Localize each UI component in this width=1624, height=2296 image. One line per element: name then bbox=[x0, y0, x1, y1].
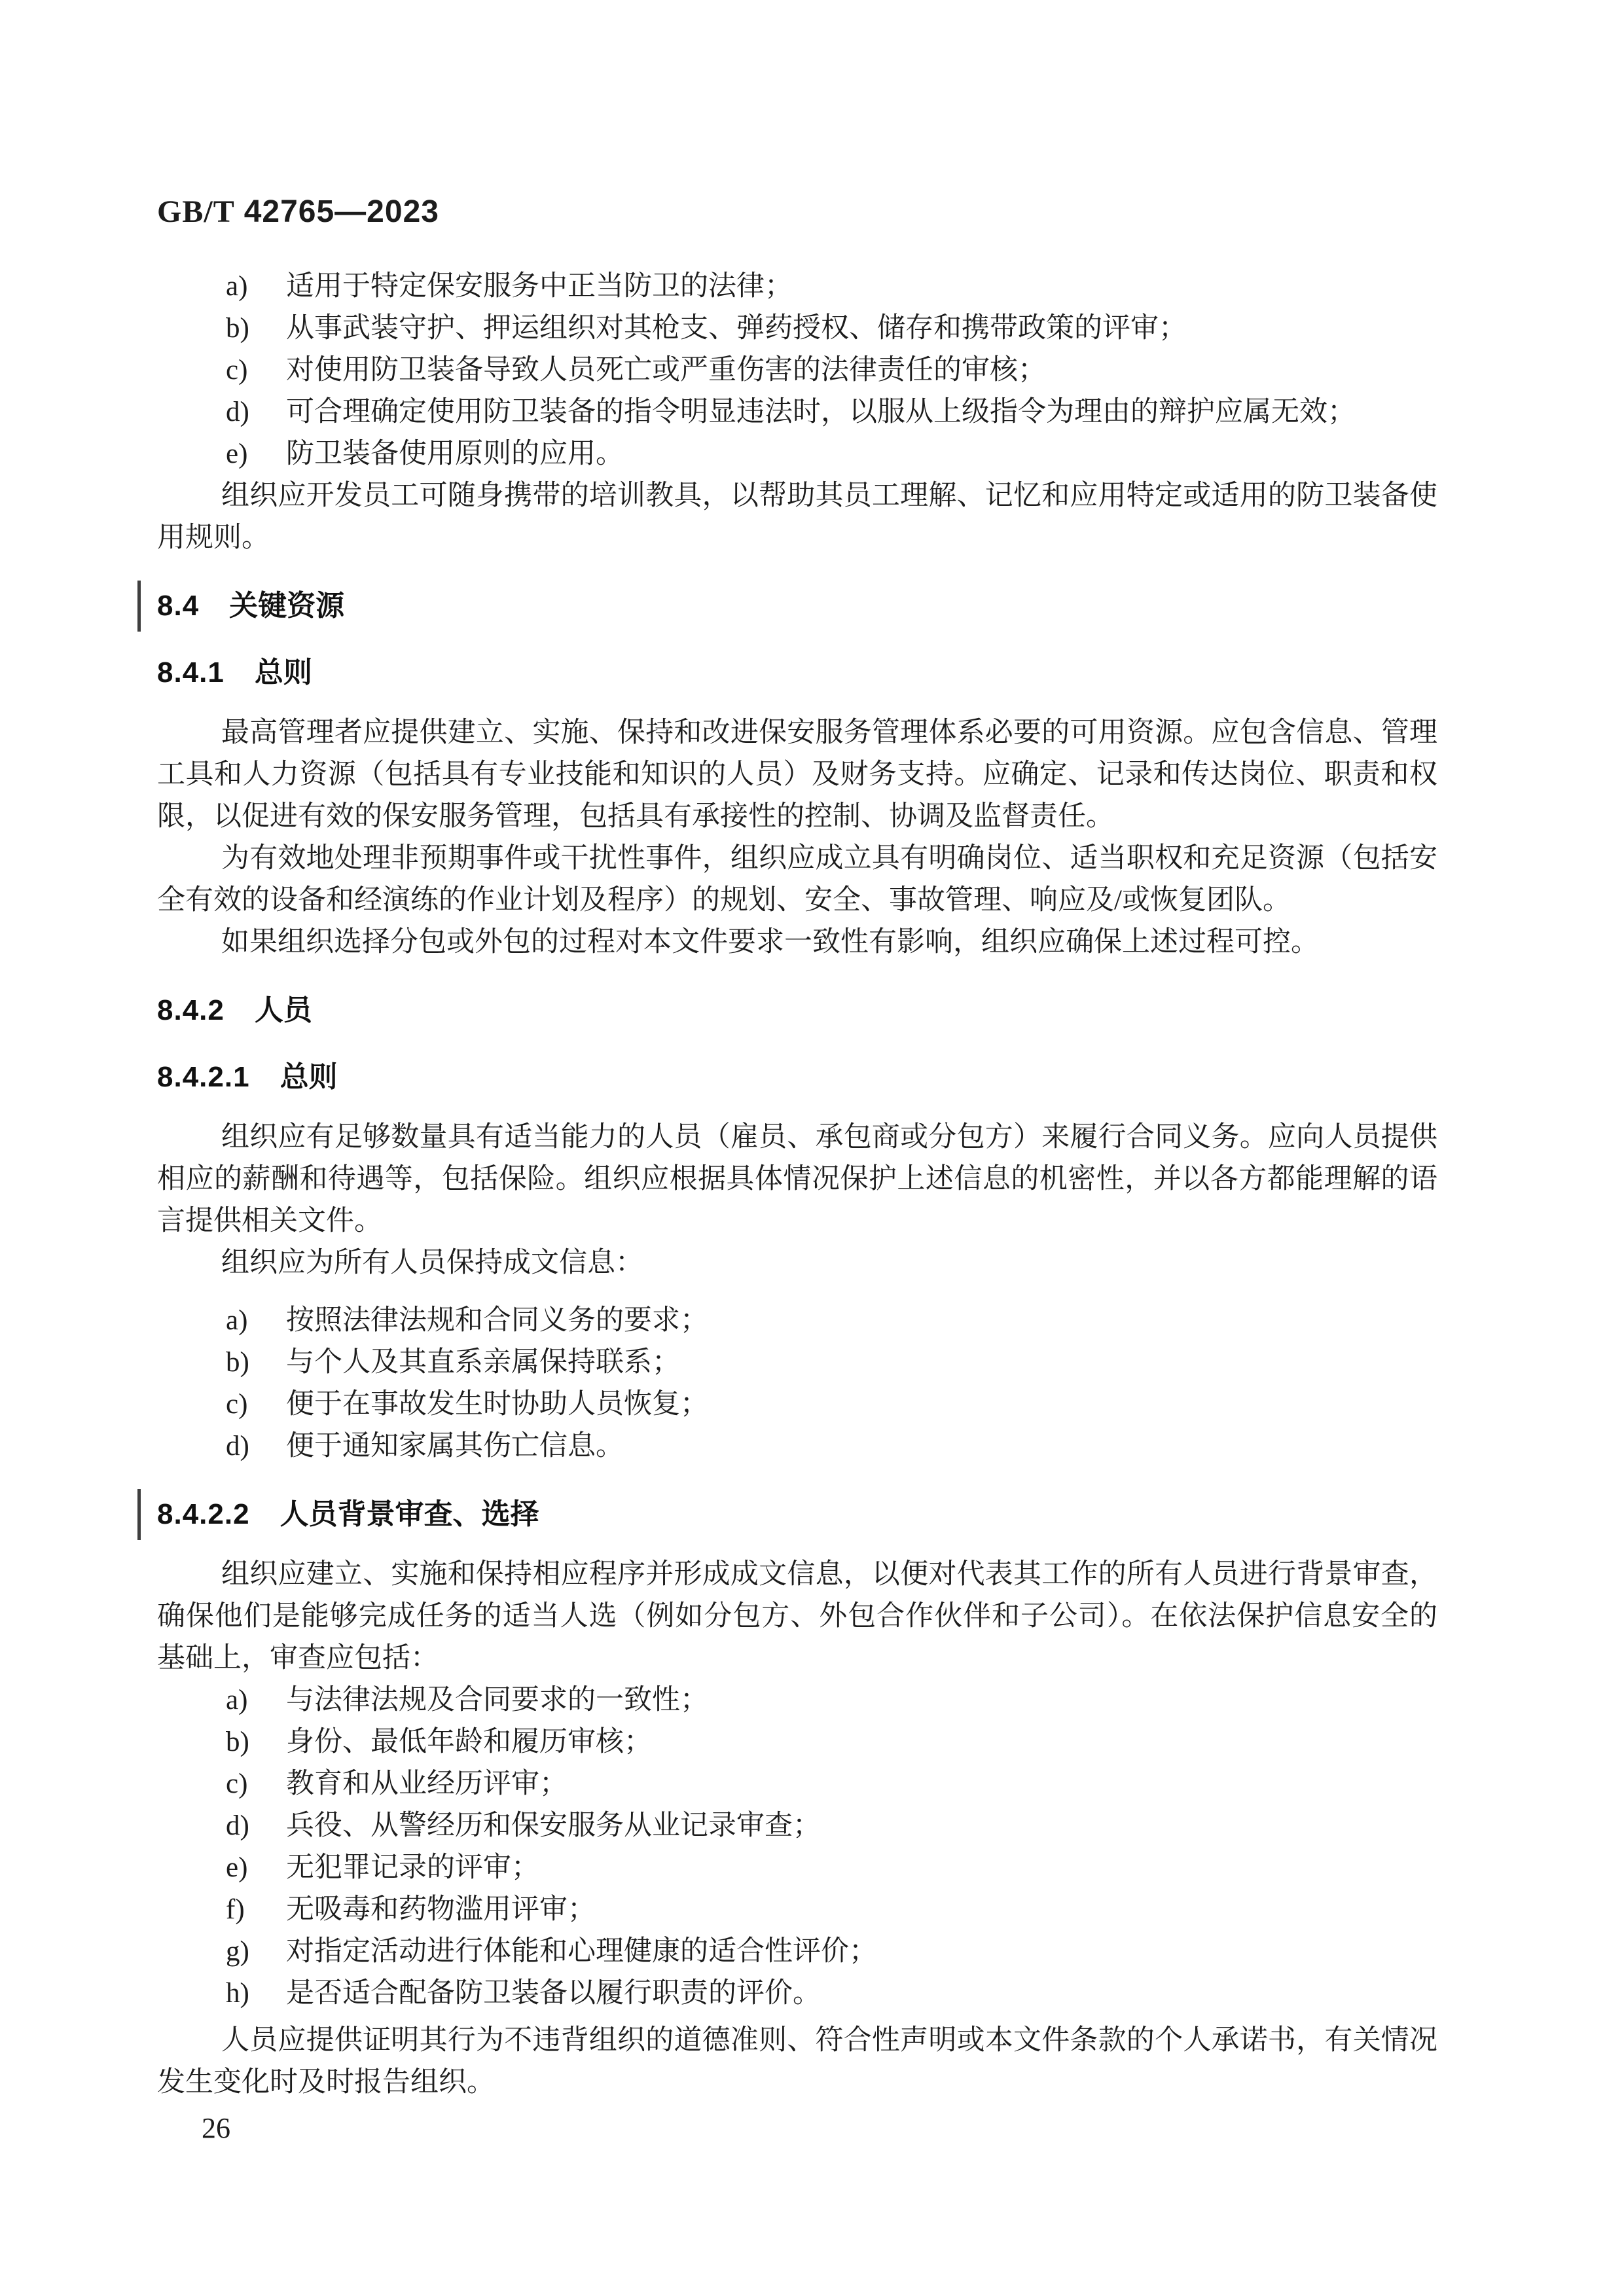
list-item-text: 对使用防卫装备导致人员死亡或严重伤害的法律责任的审核； bbox=[286, 355, 1046, 386]
list-item-label: d) bbox=[226, 397, 249, 427]
list-item-label: h) bbox=[226, 1978, 249, 2009]
list-item-text: 从事武装守护、押运组织对其枪支、弹药授权、储存和携带政策的评审； bbox=[286, 313, 1187, 344]
list-item bbox=[157, 1426, 1437, 1467]
list-item-label: b) bbox=[226, 1347, 249, 1378]
list-item bbox=[157, 1847, 1437, 1889]
heading-8-4-2-1 bbox=[157, 1056, 1437, 1098]
heading-title: 总则 bbox=[280, 1061, 338, 1093]
list-item-label: a) bbox=[226, 1685, 248, 1715]
lettered-list-screening-criteria bbox=[157, 1679, 1437, 2015]
heading-number: 8.4.2 bbox=[157, 994, 225, 1026]
list-item-text: 与个人及其直系亲属保持联系； bbox=[286, 1347, 680, 1378]
list-item bbox=[157, 1931, 1437, 1973]
standard-code-number: 42765—2023 bbox=[244, 194, 439, 229]
heading-8-4-1 bbox=[157, 652, 1437, 694]
paragraph-top-management-resources: 最高管理者应提供建立、实施、保持和改进保安服务管理体系必要的可用资源。应包含信息、管理工具和人力资源（包括具有专业技能和知识的人员）及财务支持。应确定、记录和传达岗位、职责和权限，以促进有效的保安服务管理，包括具有承接性的控制、协调及监督责任。 bbox=[157, 717, 1437, 832]
list-item-text: 可合理确定使用防卫装备的指令明显违法时，以服从上级指令为理由的辩护应属无效； bbox=[286, 397, 1356, 427]
list-item-label: e) bbox=[226, 1852, 248, 1883]
heading-title: 总则 bbox=[254, 656, 312, 689]
list-item bbox=[157, 1300, 1437, 1342]
list-item-text: 无吸毒和药物滥用评审； bbox=[286, 1894, 596, 1925]
standard-number-header bbox=[157, 195, 1437, 229]
page-number: 26 bbox=[202, 2112, 230, 2144]
list-item-label: g) bbox=[226, 1936, 249, 1967]
list-item bbox=[157, 266, 1437, 308]
list-item-label: d) bbox=[226, 1431, 249, 1462]
list-item bbox=[157, 1763, 1437, 1805]
heading-number: 8.4 bbox=[157, 590, 200, 622]
list-item-text: 便于通知家属其伤亡信息。 bbox=[286, 1431, 624, 1462]
paragraph-subcontracting: 如果组织选择分包或外包的过程对本文件要求一致性有影响，组织应确保上述过程可控。 bbox=[221, 927, 1319, 958]
list-item bbox=[157, 1384, 1437, 1426]
paragraph-documented-info-lead-in: 组织应为所有人员保持成文信息： bbox=[221, 1247, 643, 1278]
list-item-text: 身份、最低年龄和履历审核； bbox=[286, 1727, 652, 1757]
list-item-text: 无犯罪记录的评审； bbox=[286, 1852, 539, 1883]
list-item-text: 便于在事故发生时协助人员恢复； bbox=[286, 1389, 708, 1420]
paragraph-background-screening: 组织应建立、实施和保持相应程序并形成成文信息，以便对代表其工作的所有人员进行背景审查，确保他们是能够完成任务的适当人选（例如分包方、外包合作伙伴和子公司）。在依法保护信息安全的基础上，审查应包括： bbox=[157, 1559, 1437, 1674]
revision-change-bar bbox=[137, 581, 141, 632]
standard-code-prefix: GB/T bbox=[157, 194, 235, 229]
list-item-label: c) bbox=[226, 355, 248, 386]
list-item-text: 对指定活动进行体能和心理健康的适合性评价； bbox=[286, 1936, 877, 1967]
list-item-label: a) bbox=[226, 1305, 248, 1336]
list-item bbox=[157, 391, 1437, 433]
heading-8-4-2 bbox=[157, 990, 1437, 1031]
list-item bbox=[157, 1679, 1437, 1721]
list-item-label: d) bbox=[226, 1810, 249, 1841]
list-item-label: b) bbox=[226, 313, 249, 344]
list-item bbox=[157, 433, 1437, 475]
list-item-label: e) bbox=[226, 439, 248, 469]
list-item bbox=[157, 1973, 1437, 2015]
paragraph-incident-teams: 为有效地处理非预期事件或干扰性事件，组织应成立具有明确岗位、适当职权和充足资源（包括安全有效的设备和经演练的作业计划及程序）的规划、安全、事故管理、响应及/或恢复团队。 bbox=[157, 843, 1437, 916]
heading-8-4 bbox=[157, 585, 1437, 627]
list-item-text: 教育和从业经历评审； bbox=[286, 1768, 568, 1799]
heading-title: 人员背景审查、选择 bbox=[280, 1498, 539, 1530]
heading-number: 8.4.2.2 bbox=[157, 1498, 250, 1530]
lettered-list-defense-equipment bbox=[157, 266, 1437, 475]
lettered-list-documented-info bbox=[157, 1300, 1437, 1467]
heading-title: 人员 bbox=[254, 994, 312, 1026]
heading-8-4-2-2 bbox=[157, 1494, 1437, 1535]
list-item bbox=[157, 1342, 1437, 1384]
paragraph-training-aids: 组织应开发员工可随身携带的培训教具，以帮助其员工理解、记忆和应用特定或适用的防卫装备使用规则。 bbox=[157, 480, 1437, 553]
list-item-label: f) bbox=[226, 1894, 245, 1925]
list-item-label: c) bbox=[226, 1389, 248, 1420]
list-item bbox=[157, 1721, 1437, 1763]
heading-number: 8.4.2.1 bbox=[157, 1061, 250, 1093]
list-item-text: 适用于特定保安服务中正当防卫的法律； bbox=[286, 271, 793, 302]
paragraph-personal-commitment: 人员应提供证明其行为不违背组织的道德准则、符合性声明或本文件条款的个人承诺书，有关情况发生变化时及时报告组织。 bbox=[157, 2025, 1437, 2098]
heading-number: 8.4.1 bbox=[157, 656, 225, 689]
list-item bbox=[157, 308, 1437, 350]
list-item-text: 是否适合配备防卫装备以履行职责的评价。 bbox=[286, 1978, 821, 2009]
paragraph-personnel-general: 组织应有足够数量具有适当能力的人员（雇员、承包商或分包方）来履行合同义务。应向人员提供相应的薪酬和待遇等，包括保险。组织应根据具体情况保护上述信息的机密性，并以各方都能理解的语言提供相关文件。 bbox=[157, 1122, 1437, 1236]
list-item-label: a) bbox=[226, 271, 248, 302]
list-item-text: 兵役、从警经历和保安服务从业记录审查； bbox=[286, 1810, 821, 1841]
text-column bbox=[157, 195, 1437, 2147]
list-item bbox=[157, 350, 1437, 391]
list-item-text: 防卫装备使用原则的应用。 bbox=[286, 439, 624, 469]
list-item-text: 按照法律法规和合同义务的要求； bbox=[286, 1305, 708, 1336]
list-item-text: 与法律法规及合同要求的一致性； bbox=[286, 1685, 708, 1715]
list-item-label: c) bbox=[226, 1768, 248, 1799]
revision-change-bar bbox=[137, 1489, 141, 1540]
list-item bbox=[157, 1805, 1437, 1847]
list-item bbox=[157, 1889, 1437, 1931]
heading-title: 关键资源 bbox=[229, 590, 345, 622]
list-item-label: b) bbox=[226, 1727, 249, 1757]
